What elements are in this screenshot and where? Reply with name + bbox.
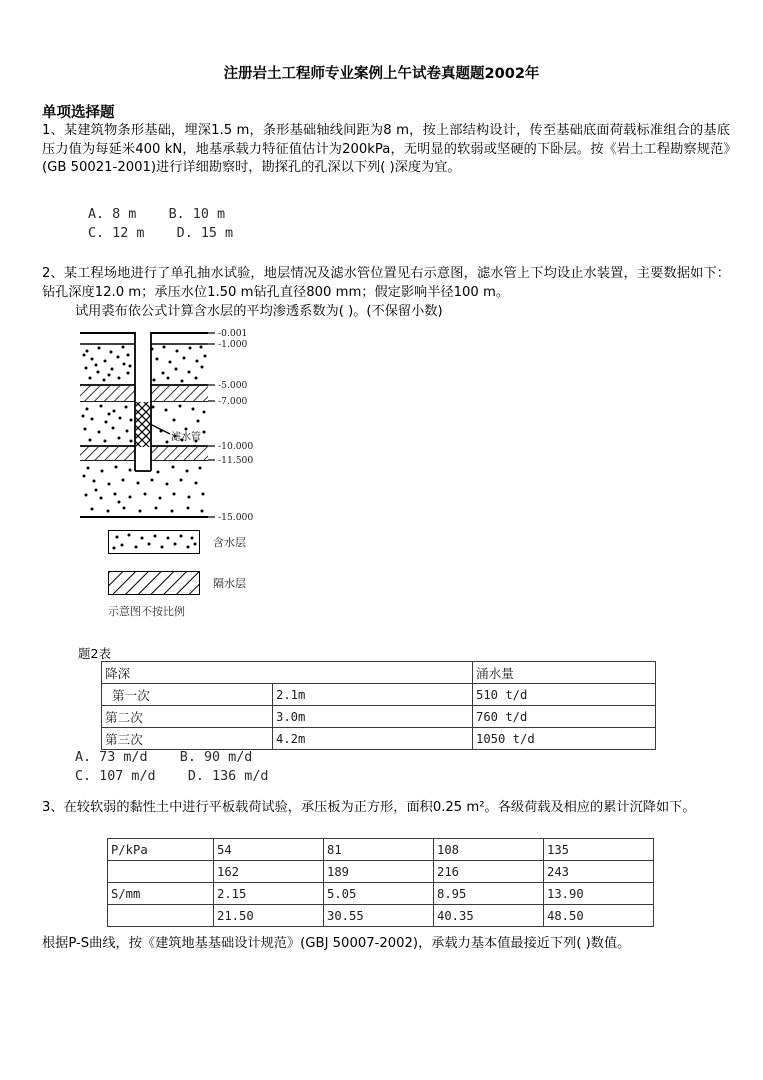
- table-q2-row-0-yield: 510 t/d: [473, 684, 656, 706]
- table-q3-r2-c1: 2.15: [214, 883, 324, 905]
- question-2-options-line-1: A. 73 m/d B. 90 m/d: [75, 750, 253, 765]
- depth-label-4: -10.000: [218, 441, 254, 452]
- table-q2-row-1-drawdown: 3.0m: [273, 706, 473, 728]
- table-q3: [107, 838, 654, 927]
- table-q2-row-1-yield: 760 t/d: [473, 706, 656, 728]
- depth-label-2: -5.000: [218, 380, 248, 391]
- table-q2: [101, 661, 656, 750]
- table-q3-r3-c1: 21.50: [214, 905, 324, 927]
- depth-label-6: -15.000: [218, 512, 254, 523]
- legend-label-aquifer: 含水层: [213, 536, 246, 549]
- table-row-header: [102, 662, 656, 684]
- table-q3-r3-c2: 30.55: [324, 905, 434, 927]
- table-q2-header-yield: 涌水量: [473, 662, 656, 684]
- table-row: [102, 706, 656, 728]
- legend-label-aquiclude: 隔水层: [213, 577, 246, 590]
- table-q3-r2-c2: 5.05: [324, 883, 434, 905]
- table-q3-r0-c2: 81: [324, 839, 434, 861]
- legend-note: 示意图不按比例: [108, 605, 185, 618]
- question-1-text: 1、某建筑物条形基础，埋深1.5 m，条形基础轴线间距为8 m，按上部结构设计，传至基础底面荷载标准组合的基底压力值为每延米400 kN，地基承载力特征值估计为200kPa，无明显的软弱或坚硬的下卧层。按《岩土工程勘察规范》(GB 50021-2001)进行详细勘察时，勘探孔的孔深以下列( )深度为宜。: [42, 123, 730, 175]
- table-q3-r0-c1: 54: [214, 839, 324, 861]
- question-3-footer: 根据P-S曲线，按《建筑地基基础设计规范》(GBJ 50007-2002)，承载力基本值最接近下列( )数值。: [42, 936, 631, 951]
- legend-swatch-aquifer: [108, 530, 200, 554]
- depth-label-0: -0.001: [218, 328, 248, 339]
- question-1-options-line-1: A. 8 m B. 10 m: [88, 207, 226, 222]
- table-q3-r2-c0: S/mm: [108, 883, 214, 905]
- table-q2-row-2-yield: 1050 t/d: [473, 728, 656, 750]
- table-q2-header-drawdown: 降深: [102, 662, 473, 684]
- table-q2-row-0-drawdown: 2.1m: [273, 684, 473, 706]
- table-row: [102, 684, 656, 706]
- cross-section-svg: [78, 328, 378, 528]
- table-q3-r1-c2: 189: [324, 861, 434, 883]
- table-q3-r3-c4: 48.50: [544, 905, 654, 927]
- table-q3-r0-c3: 108: [434, 839, 544, 861]
- question-3-text: 3、在较软弱的黏性土中进行平板载荷试验，承压板为正方形，面积0.25 m²。各级荷载及相应的累计沉降如下。: [42, 800, 696, 815]
- legend-swatch-aquiclude: [108, 571, 200, 595]
- table-q3-r1-c0: [108, 861, 214, 883]
- table-row: [108, 839, 654, 861]
- table-q3-r3-c0: [108, 905, 214, 927]
- table-q3-r1-c3: 216: [434, 861, 544, 883]
- table-row: [108, 861, 654, 883]
- hydrogeology-cross-section-diagram: [78, 328, 378, 528]
- question-2-subtext: 试用裘布依公式计算含水层的平均渗透系数为( )。(不保留小数): [75, 304, 443, 319]
- page-title: 注册岩土工程师专业案例上午试卷真题题2002年: [223, 66, 540, 82]
- table-row: [108, 905, 654, 927]
- table-q2-caption: 题2表: [78, 646, 111, 661]
- table-row: [102, 728, 656, 750]
- depth-label-1: -1.000: [218, 339, 248, 350]
- table-q3-r0-c4: 135: [544, 839, 654, 861]
- table-q3-r2-c4: 13.90: [544, 883, 654, 905]
- table-q2-row-2-drawdown: 4.2m: [273, 728, 473, 750]
- table-q3-r1-c1: 162: [214, 861, 324, 883]
- table-row: [108, 883, 654, 905]
- table-q3-r0-c0: P/kPa: [108, 839, 214, 861]
- filter-pipe-symbol: [136, 402, 150, 447]
- question-2-options-line-2: C. 107 m/d D. 136 m/d: [75, 769, 269, 784]
- depth-label-5: -11.500: [218, 455, 254, 466]
- section-heading: 单项选择题: [42, 105, 115, 121]
- filter-pipe-label: 滤水管: [171, 432, 201, 443]
- table-q3-r3-c3: 40.35: [434, 905, 544, 927]
- table-q3-r2-c3: 8.95: [434, 883, 544, 905]
- table-q3-r1-c4: 243: [544, 861, 654, 883]
- depth-label-3: -7.000: [218, 396, 248, 407]
- table-q2-row-1-label: 第二次: [102, 706, 273, 728]
- table-q2-row-0-label: 第一次: [102, 684, 273, 706]
- table-q2-row-2-label: 第三次: [102, 728, 273, 750]
- question-1-options-line-2: C. 12 m D. 15 m: [88, 226, 234, 241]
- diagram-legend: [108, 530, 378, 630]
- question-2-text: 2、某工程场地进行了单孔抽水试验，地层情况及滤水管位置见右示意图，滤水管上下均设止水装置，主要数据如下：钻孔深度12.0 m；承压水位1.50 m钻孔直径800 mm；假定影响半径100 m。: [42, 266, 730, 300]
